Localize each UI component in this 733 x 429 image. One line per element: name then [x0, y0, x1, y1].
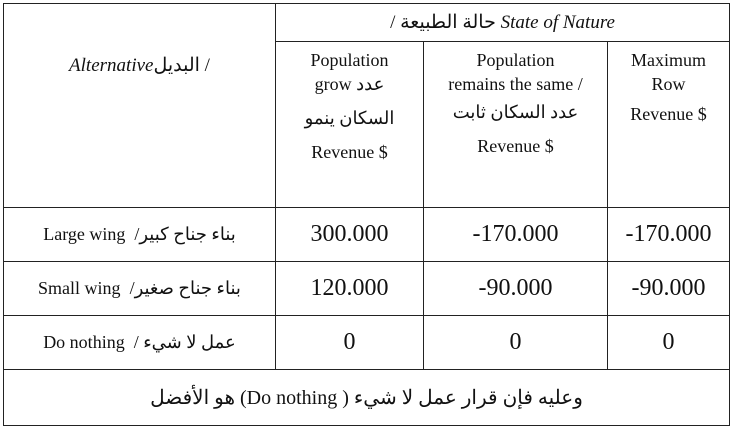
row3-label-en: Do nothing: [43, 332, 125, 352]
cell-value: -170.000: [424, 208, 608, 262]
conclusion-note: وعليه فإن قرار عمل لا شيء ( Do nothing) هو الأفضل: [4, 370, 730, 426]
cell-value: -90.000: [608, 262, 730, 316]
state-of-nature-header: [276, 4, 730, 42]
col2-line2: remains the same /: [448, 74, 583, 94]
col2-line4: Revenue $: [477, 136, 554, 156]
col2-line1: Population: [476, 50, 555, 70]
row3-label-ar: عمل لا شيء /: [133, 332, 236, 352]
col-header-population-same: [424, 42, 608, 208]
cell-value: 0: [424, 316, 608, 370]
alternative-label-en: Alternative: [69, 55, 154, 76]
cell-value: 0: [608, 316, 730, 370]
row2-label-ar: بناء جناح صغير/: [129, 278, 241, 298]
row1-label-en: Large wing: [43, 224, 126, 244]
col1-line2: grow عدد: [314, 74, 385, 94]
col3-line2: Row: [651, 74, 686, 94]
table-row-do-nothing: [4, 316, 730, 370]
table-row-large-wing: [4, 208, 730, 262]
col1-line1: Population: [310, 50, 389, 70]
cell-value: 300.000: [276, 208, 424, 262]
alternative-label-ar: / البديل: [153, 55, 210, 76]
cell-value: 0: [276, 316, 424, 370]
state-label-ar: حالة الطبيعة /: [390, 12, 496, 33]
decision-table: [3, 3, 730, 426]
col3-line1: Maximum: [631, 50, 706, 70]
cell-value: -170.000: [608, 208, 730, 262]
col3-line3: Revenue $: [630, 104, 707, 124]
cell-value: -90.000: [424, 262, 608, 316]
cell-value: 120.000: [276, 262, 424, 316]
col1-line4: Revenue $: [311, 142, 388, 162]
alternative-header: [4, 4, 276, 208]
row-label-small-wing: [4, 262, 276, 316]
row2-label-en: Small wing: [38, 278, 121, 298]
state-label-en: State of Nature: [500, 12, 615, 33]
col-header-population-grow: [276, 42, 424, 208]
col2-line3: عدد السكان ثابت: [452, 102, 579, 122]
row1-label-ar: بناء جناح كبير/: [134, 224, 236, 244]
table-row-small-wing: [4, 262, 730, 316]
col-header-maximum-row: [608, 42, 730, 208]
row-label-large-wing: [4, 208, 276, 262]
col1-line3: السكان ينمو: [304, 108, 395, 128]
row-label-do-nothing: [4, 316, 276, 370]
